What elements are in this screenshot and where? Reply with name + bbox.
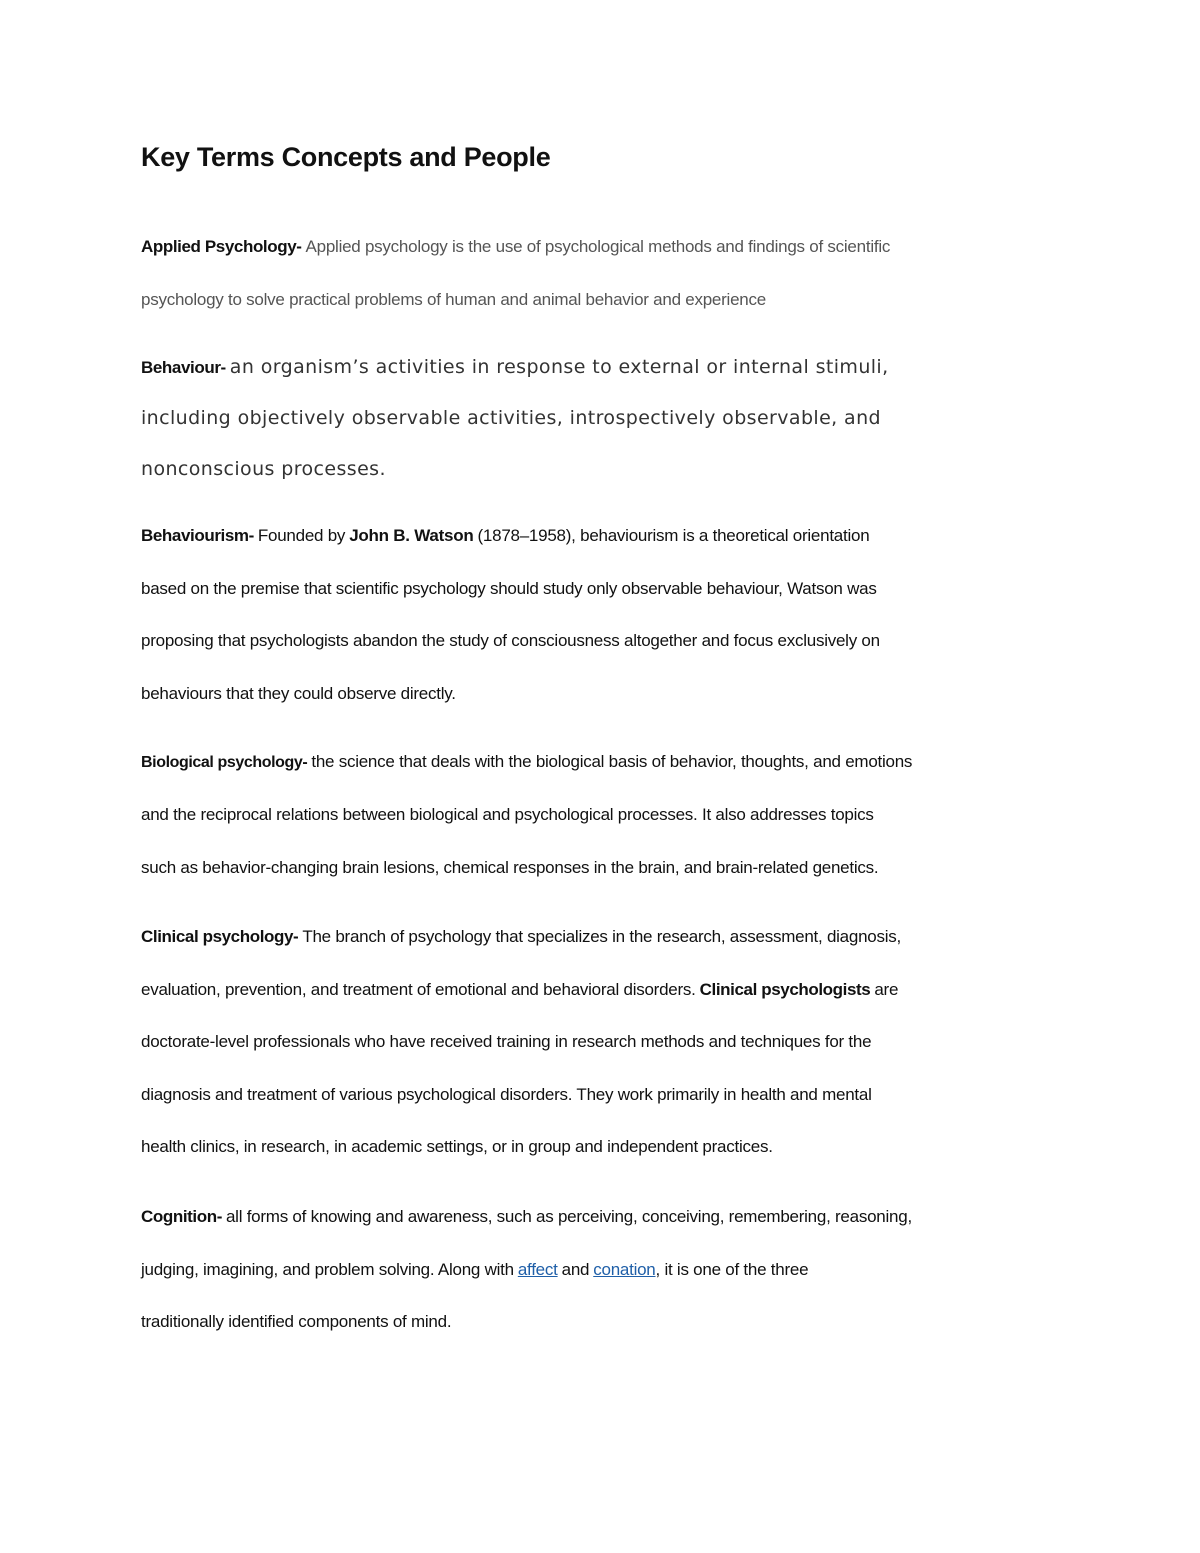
definition-text: Applied psychology is the use of psychological methods and findings of scientific bbox=[305, 237, 891, 256]
entry-cognition bbox=[141, 1203, 1071, 1361]
entry-line bbox=[141, 402, 1071, 453]
entry-line bbox=[141, 1308, 1071, 1361]
entry-line bbox=[141, 453, 1071, 504]
term-biological-psychology: Biological psychology- bbox=[141, 754, 308, 771]
definition-text: such as behavior-changing brain lesions, chemical responses in the brain, and brain-related genetics. bbox=[141, 858, 879, 877]
definition-text: The branch of psychology that specializes in the research, assessment, diagnosis, bbox=[302, 927, 902, 946]
definition-text: traditionally identified components of mind. bbox=[141, 1312, 452, 1331]
page-title: Key Terms Concepts and People bbox=[141, 142, 551, 172]
definition-text: an organism’s activities in response to external or internal stimuli, bbox=[229, 356, 889, 378]
entry-line bbox=[141, 286, 1071, 339]
entry-line bbox=[141, 351, 1071, 402]
person-name: John B. Watson bbox=[349, 526, 474, 545]
definition-text: nonconscious processes. bbox=[141, 458, 386, 480]
term-behaviourism: Behaviourism- bbox=[141, 526, 254, 545]
entry-line bbox=[141, 1133, 1071, 1186]
term-clinical-psychologists: Clinical psychologists bbox=[699, 979, 871, 999]
entry-behaviour bbox=[141, 351, 1071, 504]
definition-text: judging, imagining, and problem solving. Along with bbox=[141, 1259, 514, 1279]
definition-text: the science that deals with the biological basis of behavior, thoughts, and emotions bbox=[311, 752, 913, 771]
definition-text: psychology to solve practical problems of human and animal behavior and experience bbox=[141, 290, 766, 309]
entry-line bbox=[141, 1203, 1071, 1256]
entry-line bbox=[141, 680, 1071, 733]
entry-line bbox=[141, 748, 1071, 801]
entry-applied-psychology bbox=[141, 233, 1071, 339]
entry-line bbox=[141, 1028, 1071, 1081]
definition-text: health clinics, in research, in academic settings, or in group and independent practices. bbox=[141, 1137, 773, 1156]
link-conation[interactable]: conation bbox=[593, 1259, 656, 1279]
link-affect[interactable]: affect bbox=[517, 1259, 558, 1279]
entry-biological-psychology bbox=[141, 748, 1071, 907]
term-applied-psychology: Applied Psychology- bbox=[141, 237, 302, 256]
definition-text: are bbox=[874, 979, 899, 999]
definition-text: doctorate-level professionals who have received training in research methods and techniques for the bbox=[141, 1032, 872, 1051]
entry-line bbox=[141, 627, 1071, 680]
definition-text: and bbox=[561, 1259, 590, 1279]
entry-line bbox=[141, 976, 1071, 1029]
definition-text: diagnosis and treatment of various psychological disorders. They work primarily in health and mental bbox=[141, 1084, 872, 1104]
entry-line bbox=[141, 854, 1071, 907]
entry-clinical-psychology bbox=[141, 923, 1071, 1186]
definition-text: (1878–1958), behaviourism is a theoretical orientation bbox=[477, 526, 870, 545]
definition-text: including objectively observable activities, introspectively observable, and bbox=[141, 407, 882, 429]
definition-text: evaluation, prevention, and treatment of emotional and behavioral disorders. bbox=[141, 979, 696, 999]
entry-line bbox=[141, 233, 1071, 286]
entry-line bbox=[141, 575, 1071, 628]
definition-text: all forms of knowing and awareness, such as perceiving, conceiving, remembering, reasoning, bbox=[225, 1207, 912, 1226]
definition-text: , it is one of the three bbox=[655, 1259, 809, 1279]
term-clinical-psychology: Clinical psychology- bbox=[141, 927, 299, 946]
entry-line bbox=[141, 522, 1071, 575]
term-cognition: Cognition- bbox=[141, 1207, 222, 1226]
definition-text: based on the premise that scientific psychology should study only observable behaviour, Watson was bbox=[141, 578, 877, 598]
definition-text: and the reciprocal relations between biological and psychological processes. It also addresses topics bbox=[141, 805, 874, 824]
definition-text: Founded by bbox=[257, 526, 346, 545]
entry-line bbox=[141, 1256, 1071, 1309]
definition-text: behaviours that they could observe directly. bbox=[141, 684, 456, 704]
term-behaviour: Behaviour- bbox=[141, 358, 226, 377]
entry-line bbox=[141, 801, 1071, 854]
entry-behaviourism bbox=[141, 522, 1071, 733]
entry-line bbox=[141, 1081, 1071, 1134]
entry-line bbox=[141, 923, 1071, 976]
definition-text: proposing that psychologists abandon the study of consciousness altogether and focus exclusively on bbox=[141, 631, 880, 651]
